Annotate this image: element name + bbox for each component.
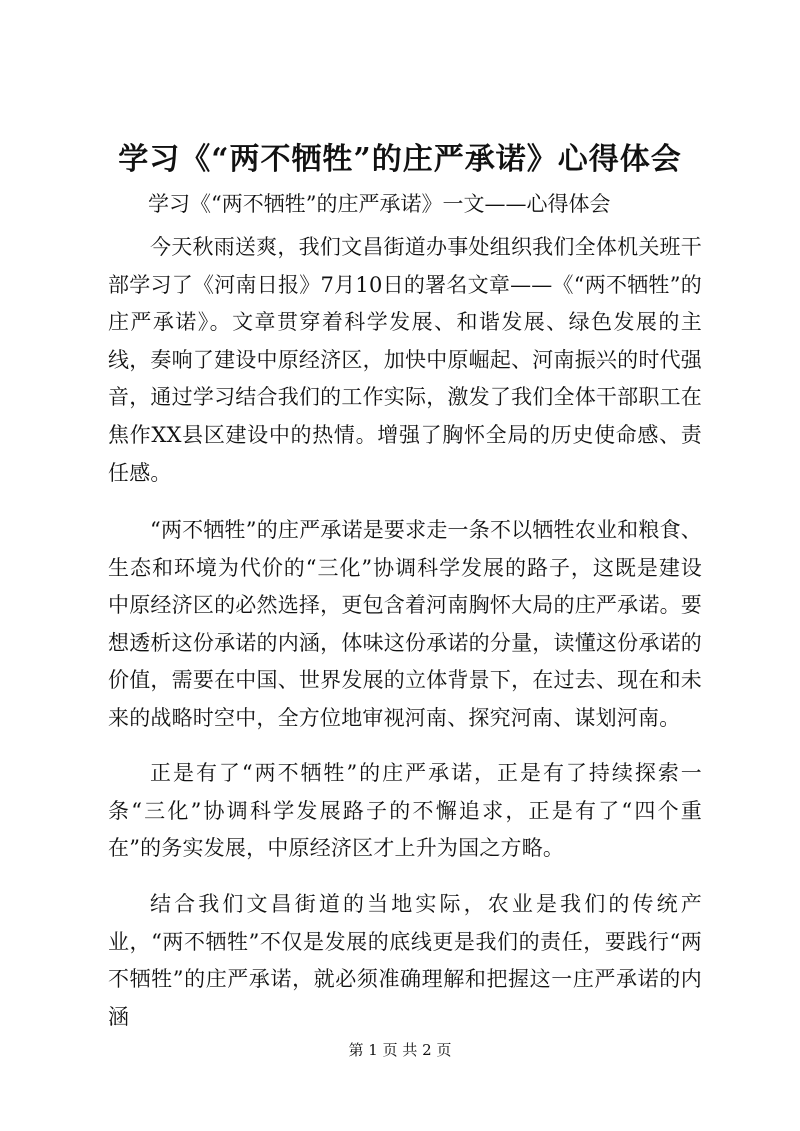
body-paragraph-3: 正是有了“两不牺牲”的庄严承诺，正是有了持续探索一条“三化”协调科学发展路子的不懈追求，正是有了“四个重在”的务实发展，中原经济区才上升为国之方略。 — [108, 761, 702, 861]
page-number-footer: 第 1 页 共 2 页 — [348, 1041, 452, 1059]
document-subtitle: 学习《“两不牺牲”的庄严承诺》一文——心得体会 — [148, 192, 611, 216]
body-paragraph-2: “两不牺牲”的庄严承诺是要求走一条不以牺牲农业和粮食、生态和环境为代价的“三化”协调科学发展的路子，这既是建设中原经济区的必然选择，更包含着河南胸怀大局的庄严承诺。要想透析这份承诺的内涵，体味这份承诺的分量，读懂这份承诺的价值，需要在中国、世界发展的立体背景下，在过去、现在和未来的战略时空中，全方位地审视河南、探究河南、谋划河南。 — [108, 518, 702, 730]
body-paragraph-1: 今天秋雨送爽，我们文昌街道办事处组织我们全体机关班干部学习了《河南日报》7月10日的署名文章——《“两不牺牲”的庄严承诺》。文章贯穿着科学发展、和谐发展、绿色发展的主线，奏响了建设中原经济区，加快中原崛起、河南振兴的时代强音，通过学习结合我们的工作实际，激发了我们全体干部职工在焦作XX县区建设中的热情。增强了胸怀全局的历史使命感、责任感。 — [108, 235, 702, 485]
document-title: 学习《“两不牺牲”的庄严承诺》心得体会 — [118, 142, 682, 177]
body-paragraph-4: 结合我们文昌街道的当地实际，农业是我们的传统产业，“两不牺牲”不仅是发展的底线更是我们的责任，要践行“两不牺牲”的庄严承诺，就必须准确理解和把握这一庄严承诺的内涵 — [108, 892, 702, 1029]
